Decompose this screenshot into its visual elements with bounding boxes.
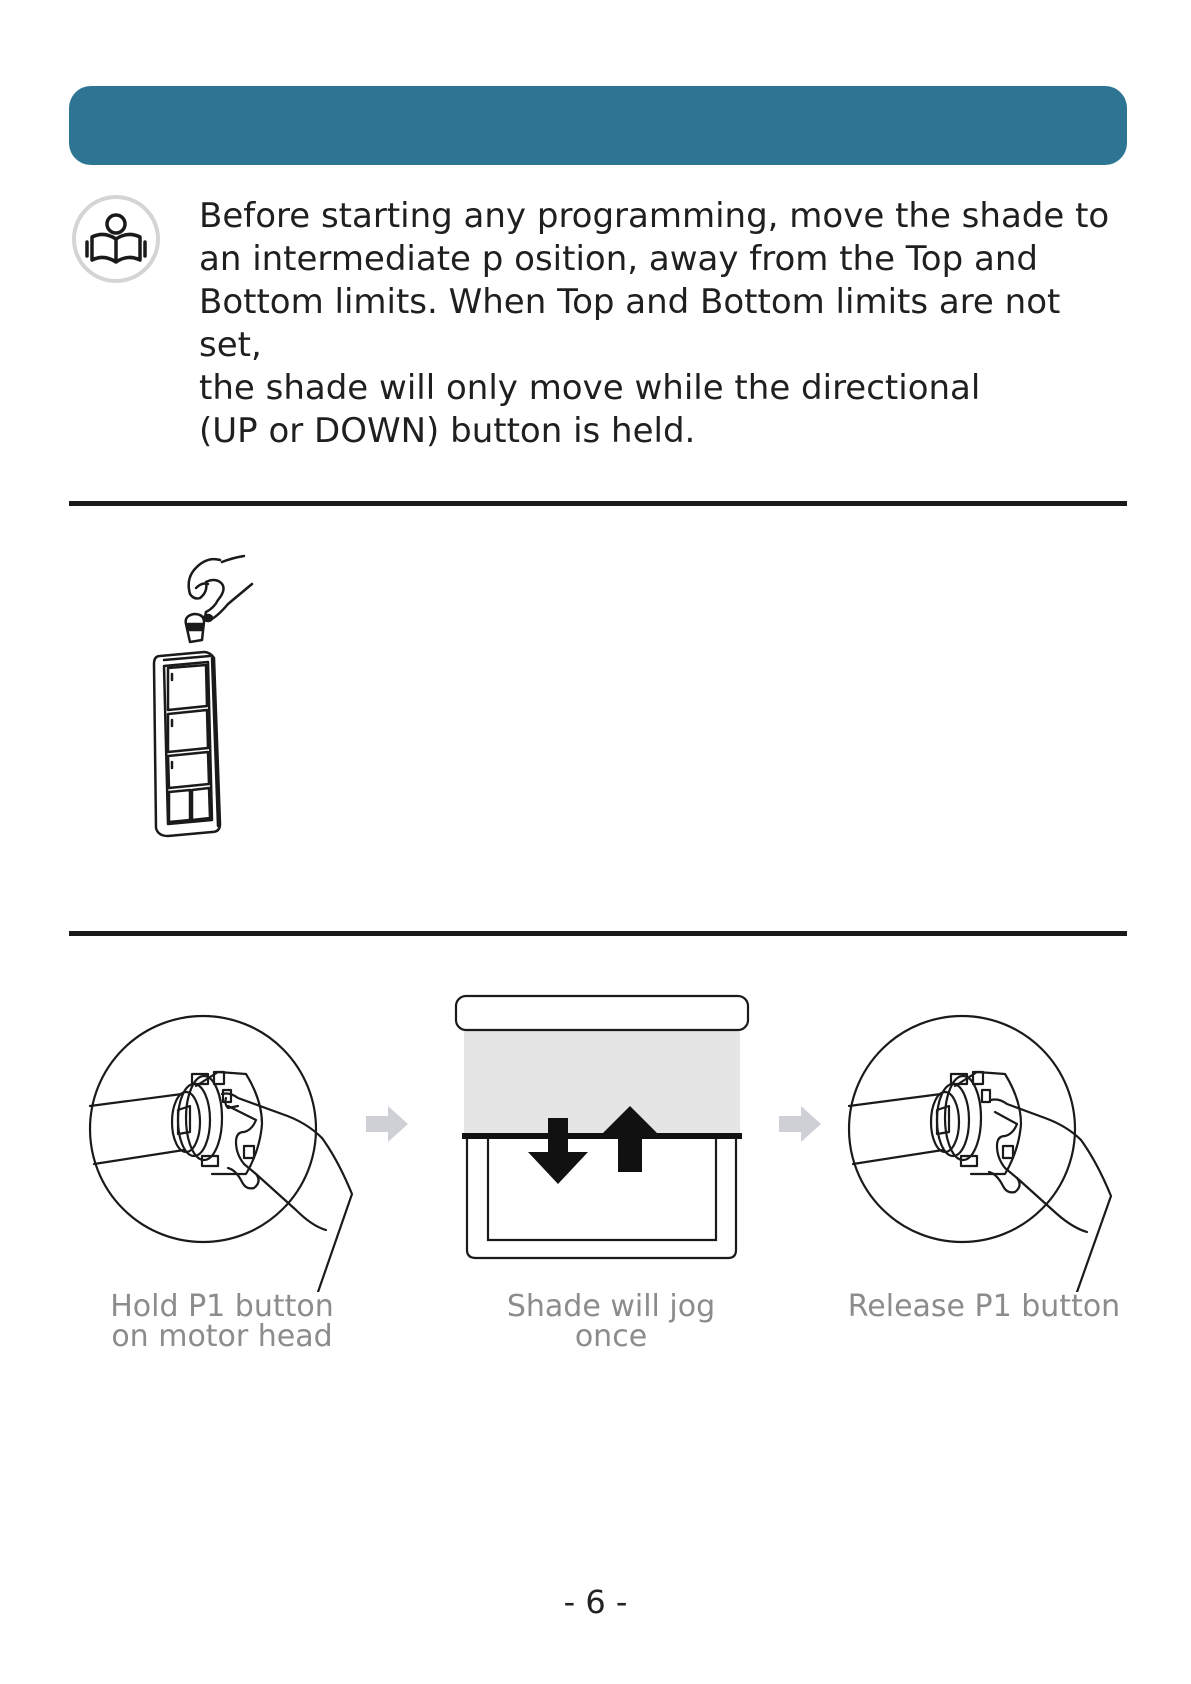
- programming-note: Before starting any programming, move the shade to an intermediate p osition, away from the Top and Bottom limits. When Top and Bottom limits are not set, the shade will only move while the directional (UP or DOWN) button is held.: [199, 196, 1110, 451]
- step-caption: Shade will jog once: [506, 1289, 716, 1354]
- section-divider: [69, 501, 1127, 506]
- section-divider: [69, 931, 1127, 936]
- shade-jog-icon: [450, 988, 755, 1264]
- page-number: - 6 -: [563, 1583, 628, 1621]
- motor-head-press-icon: [86, 1014, 362, 1292]
- right-arrow-icon: [779, 1104, 823, 1144]
- section-header-bar: [69, 86, 1127, 165]
- motor-head-release-icon: [845, 1014, 1121, 1292]
- remote-back-press-icon: [148, 548, 278, 840]
- right-arrow-icon: [366, 1104, 410, 1144]
- step-caption: Hold P1 button on motor head: [110, 1289, 334, 1354]
- read-manual-icon: [71, 194, 161, 284]
- step-caption: Release P1 button: [847, 1289, 1121, 1324]
